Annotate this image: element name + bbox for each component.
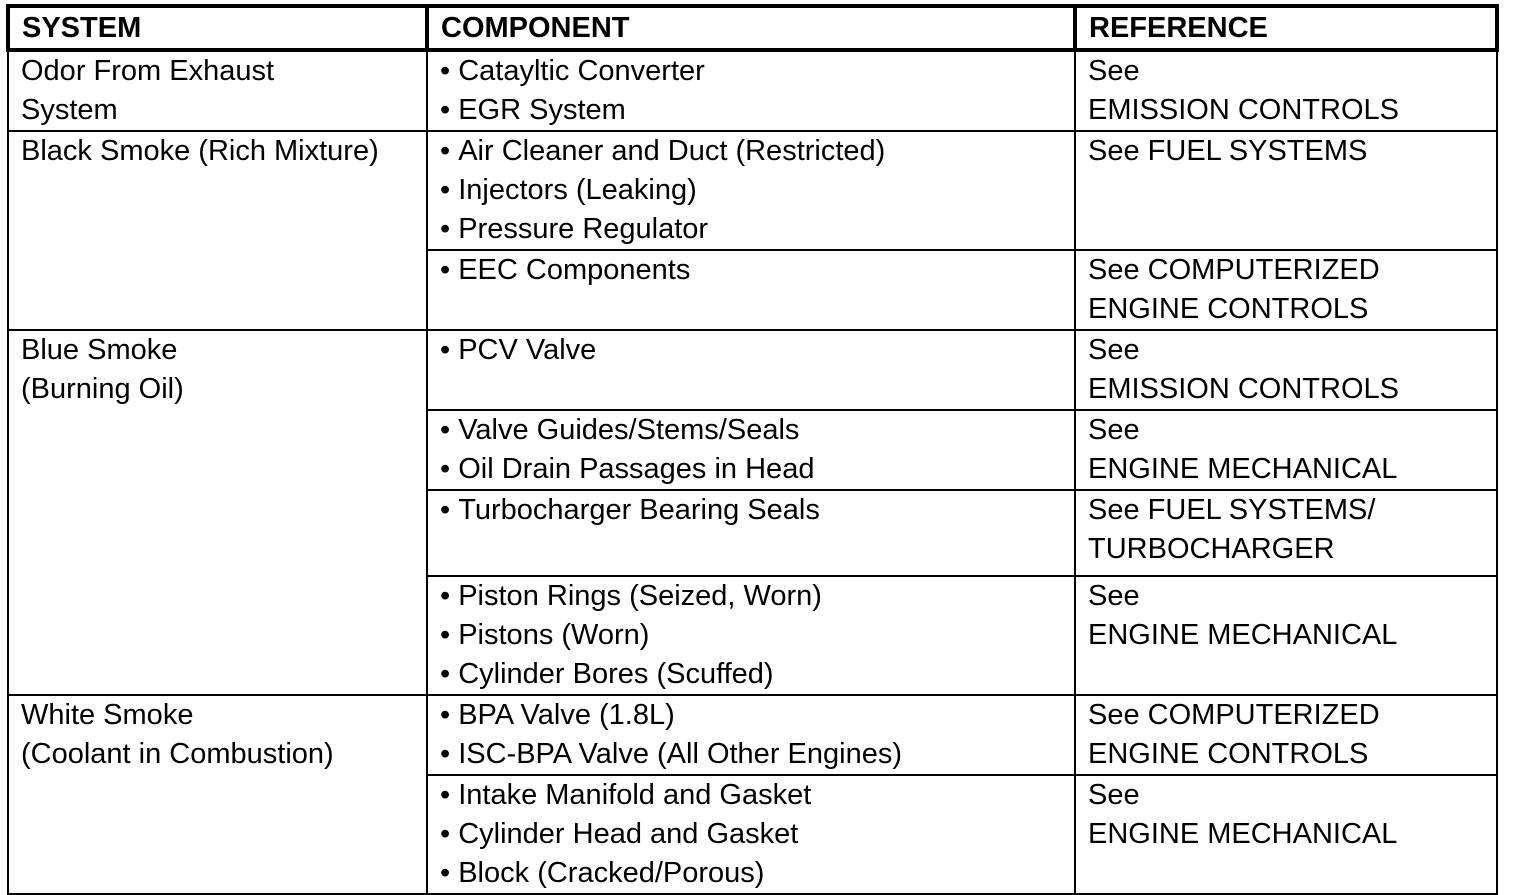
component-cell bbox=[427, 50, 1075, 131]
reference-cell bbox=[1075, 131, 1497, 250]
reference-line: See bbox=[1088, 779, 1140, 811]
table-header bbox=[8, 6, 1497, 50]
system-line: Blue Smoke bbox=[21, 334, 178, 366]
header-row bbox=[8, 6, 1497, 50]
reference-line: ENGINE MECHANICAL bbox=[1088, 619, 1398, 651]
component-item: • Air Cleaner and Duct (Restricted) bbox=[440, 132, 1074, 171]
reference-line: EMISSION CONTROLS bbox=[1088, 94, 1399, 126]
component-cell bbox=[427, 695, 1075, 775]
component-item: • Catayltic Converter bbox=[440, 52, 1074, 91]
component-item: • EEC Components bbox=[440, 251, 1074, 290]
header-reference: REFERENCE bbox=[1075, 6, 1497, 50]
component-cell bbox=[427, 490, 1075, 576]
component-cell bbox=[427, 330, 1075, 410]
reference-line: See FUEL SYSTEMS bbox=[1088, 135, 1368, 167]
reference-line: See bbox=[1088, 580, 1140, 612]
diagnosis-table bbox=[6, 4, 1499, 895]
component-item: • Block (Cracked/Porous) bbox=[440, 854, 1074, 893]
component-item: • Turbocharger Bearing Seals bbox=[440, 491, 1074, 530]
table-row bbox=[8, 330, 1497, 410]
component-item: • Intake Manifold and Gasket bbox=[440, 776, 1074, 815]
table-row bbox=[8, 695, 1497, 775]
system-line: Black Smoke (Rich Mixture) bbox=[21, 135, 379, 167]
component-item: • Pressure Regulator bbox=[440, 210, 1074, 249]
reference-cell bbox=[1075, 576, 1497, 695]
component-item: • BPA Valve (1.8L) bbox=[440, 696, 1074, 735]
reference-line: ENGINE CONTROLS bbox=[1088, 293, 1369, 325]
component-item: • PCV Valve bbox=[440, 331, 1074, 370]
component-item: • Valve Guides/Stems/Seals bbox=[440, 411, 1074, 450]
reference-line: See bbox=[1088, 334, 1140, 366]
table-row bbox=[8, 50, 1497, 131]
system-line: (Coolant in Combustion) bbox=[21, 738, 334, 770]
component-item: • ISC-BPA Valve (All Other Engines) bbox=[440, 735, 1074, 774]
reference-cell bbox=[1075, 490, 1497, 576]
reference-line: See COMPUTERIZED bbox=[1088, 254, 1380, 286]
component-item: • Cylinder Head and Gasket bbox=[440, 815, 1074, 854]
header-system: SYSTEM bbox=[8, 6, 427, 50]
system-cell bbox=[8, 695, 427, 894]
reference-line: EMISSION CONTROLS bbox=[1088, 373, 1399, 405]
component-cell bbox=[427, 131, 1075, 250]
reference-cell bbox=[1075, 250, 1497, 330]
reference-cell bbox=[1075, 50, 1497, 131]
system-line: White Smoke bbox=[21, 699, 194, 731]
component-item: • Piston Rings (Seized, Worn) bbox=[440, 577, 1074, 616]
system-line: System bbox=[21, 94, 118, 126]
system-cell bbox=[8, 330, 427, 695]
reference-cell bbox=[1075, 695, 1497, 775]
system-line: Odor From Exhaust bbox=[21, 55, 275, 87]
table-body bbox=[8, 50, 1497, 894]
table-row bbox=[8, 131, 1497, 250]
reference-line: See FUEL SYSTEMS/ bbox=[1088, 494, 1376, 526]
reference-line: See bbox=[1088, 55, 1140, 87]
reference-line: See bbox=[1088, 414, 1140, 446]
reference-line: ENGINE CONTROLS bbox=[1088, 738, 1369, 770]
component-item: • Oil Drain Passages in Head bbox=[440, 450, 1074, 489]
reference-line: See COMPUTERIZED bbox=[1088, 699, 1380, 731]
reference-cell bbox=[1075, 410, 1497, 490]
reference-line: ENGINE MECHANICAL bbox=[1088, 453, 1398, 485]
component-cell bbox=[427, 775, 1075, 894]
system-cell bbox=[8, 131, 427, 330]
component-item: • Injectors (Leaking) bbox=[440, 171, 1074, 210]
reference-cell bbox=[1075, 775, 1497, 894]
system-cell bbox=[8, 50, 427, 131]
component-item: • EGR System bbox=[440, 91, 1074, 130]
component-item: • Cylinder Bores (Scuffed) bbox=[440, 655, 1074, 694]
component-cell bbox=[427, 576, 1075, 695]
reference-line: TURBOCHARGER bbox=[1088, 533, 1335, 565]
reference-cell bbox=[1075, 330, 1497, 410]
component-cell bbox=[427, 410, 1075, 490]
component-cell bbox=[427, 250, 1075, 330]
component-item: • Pistons (Worn) bbox=[440, 616, 1074, 655]
reference-line: ENGINE MECHANICAL bbox=[1088, 818, 1398, 850]
header-component: COMPONENT bbox=[427, 6, 1075, 50]
system-line: (Burning Oil) bbox=[21, 373, 184, 405]
